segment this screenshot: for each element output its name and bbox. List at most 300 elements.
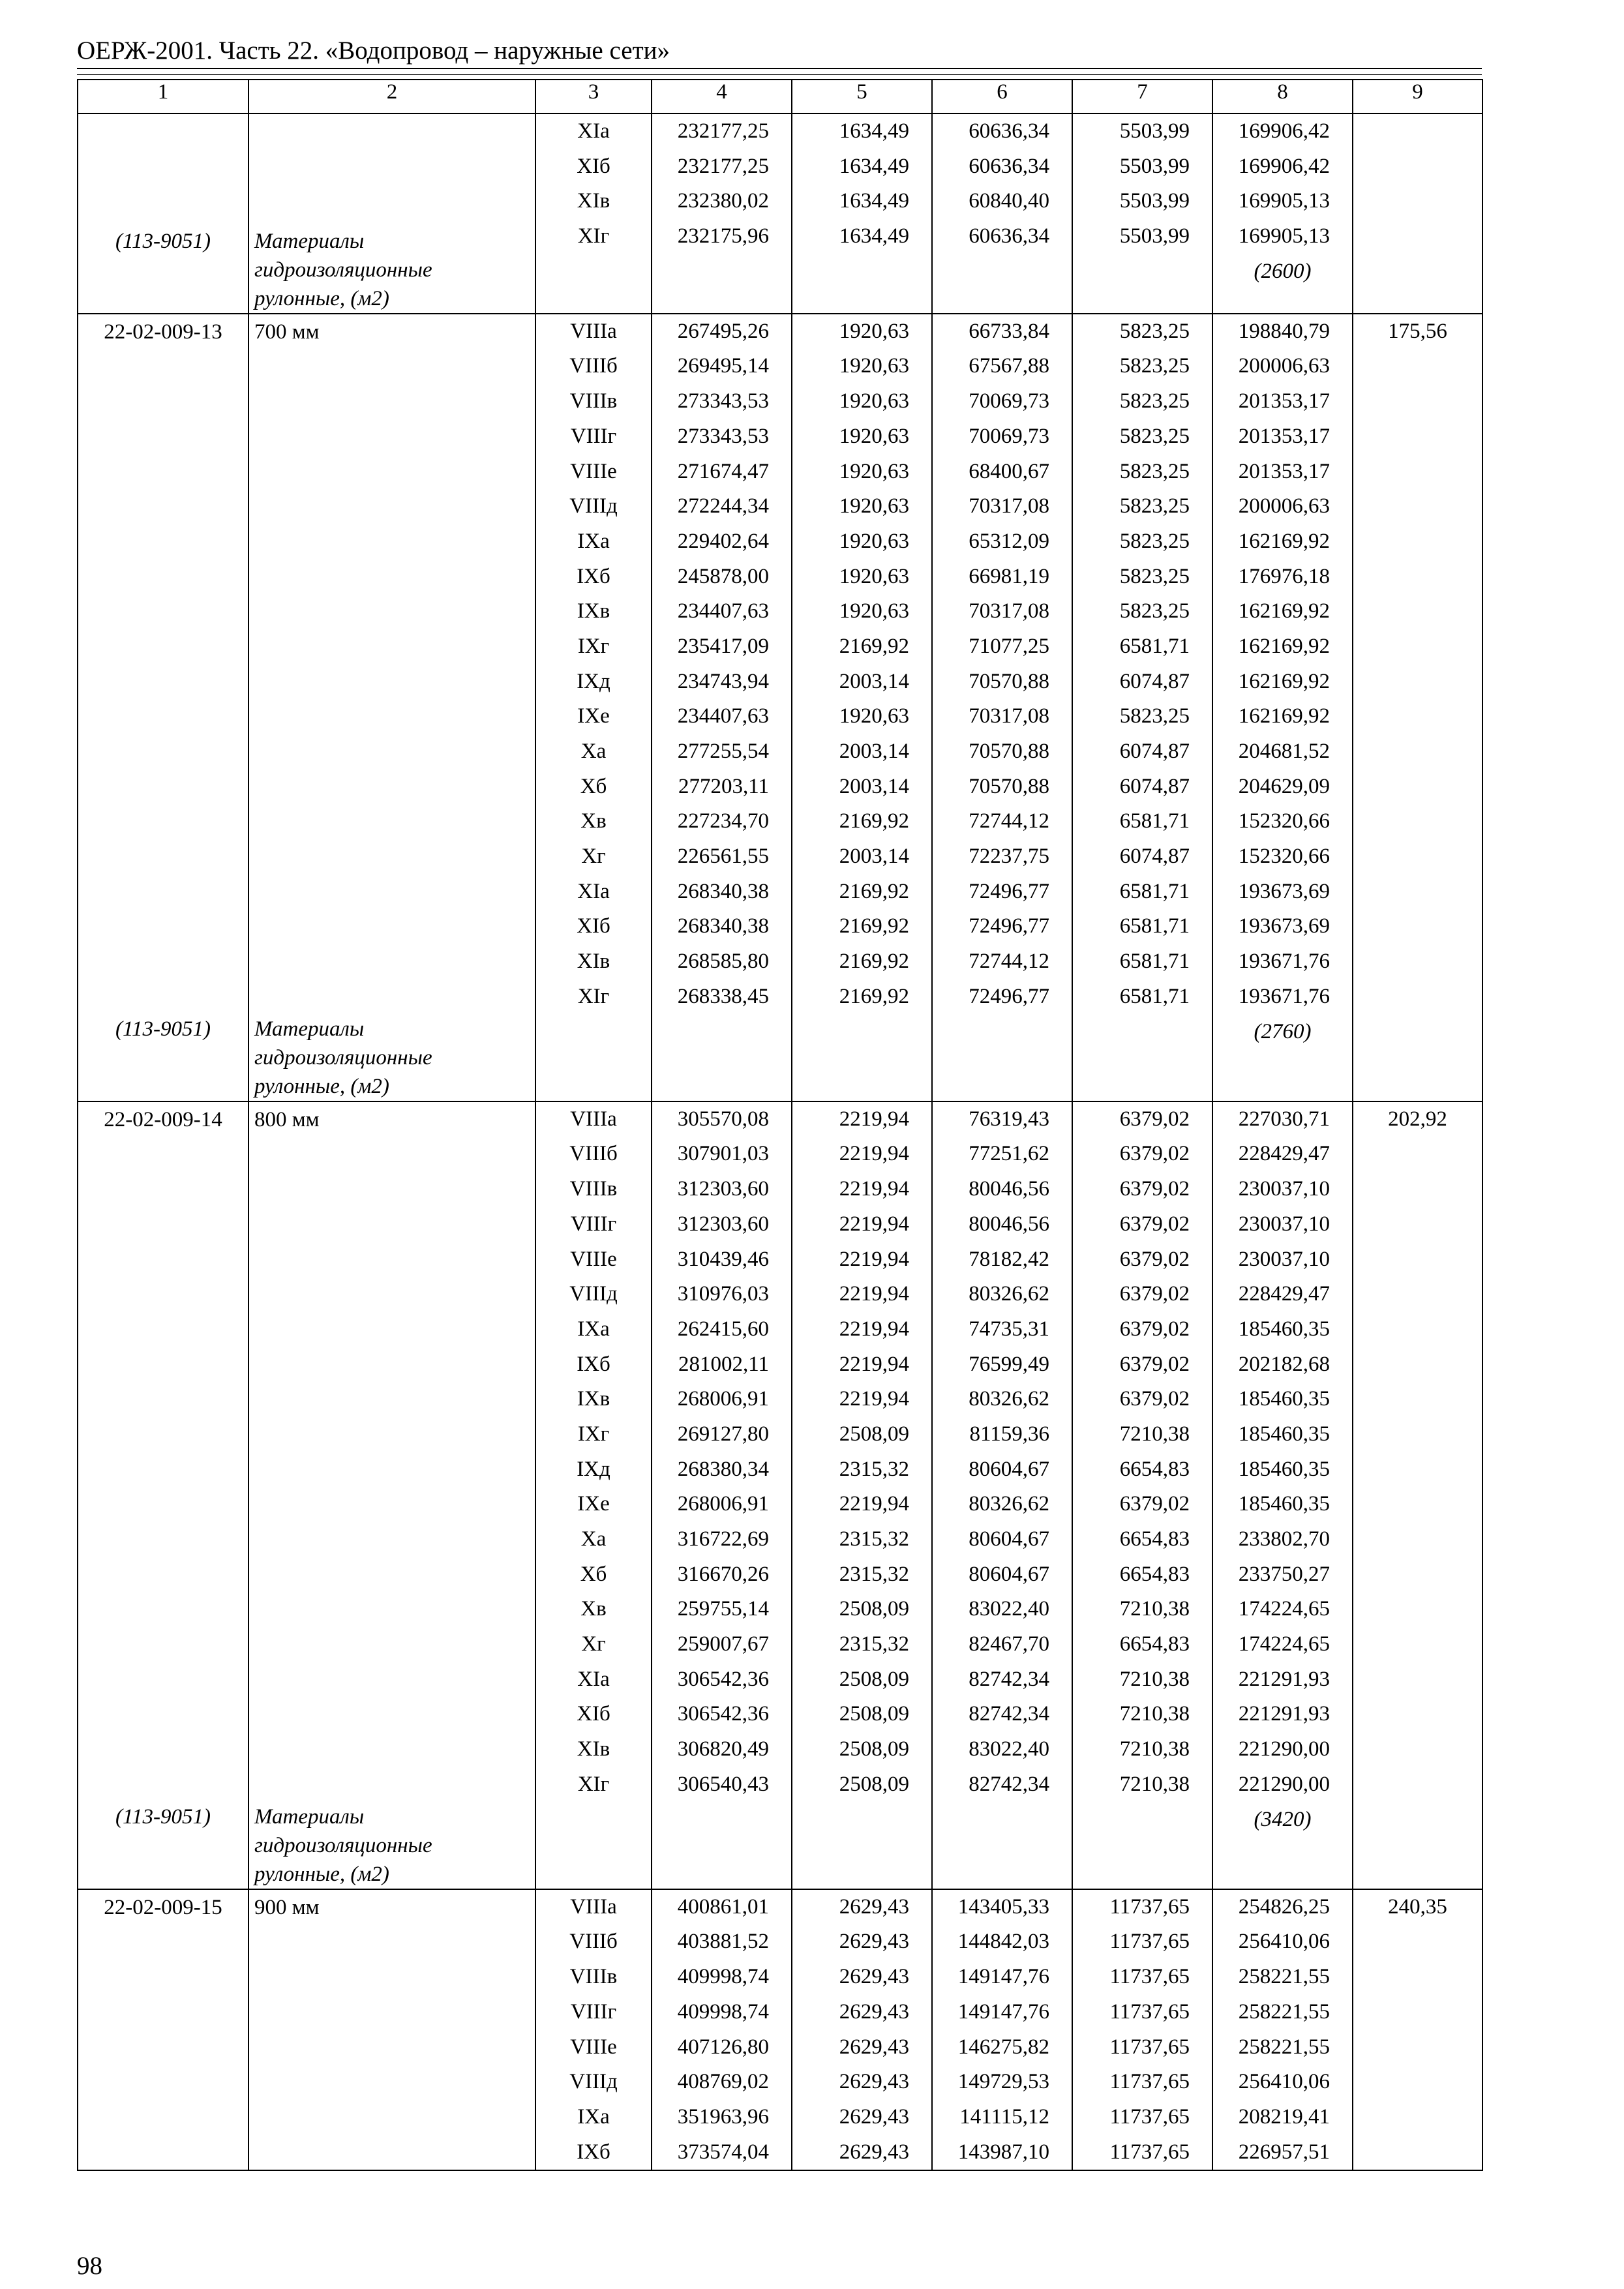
price-value: 185460,35 — [1238, 1387, 1330, 1411]
price-value: 65312,09 — [969, 529, 1049, 553]
price-value: 6581,71 — [1119, 879, 1190, 903]
price-value: 2629,43 — [839, 2104, 909, 2129]
price-value: 76319,43 — [969, 1107, 1049, 1131]
price-value: 200006,63 — [1238, 354, 1330, 378]
spacer — [249, 118, 535, 227]
price-value: 146275,82 — [957, 2035, 1049, 2059]
price-value: 2003,14 — [839, 774, 909, 798]
price-value: 305570,08 — [677, 1107, 769, 1131]
zone-label: XIa — [577, 1667, 610, 1691]
price-value: 71077,25 — [969, 634, 1049, 658]
data-column-cell — [652, 1889, 792, 2171]
price-value: 233802,70 — [1238, 1527, 1330, 1551]
price-value: 11737,65 — [1109, 1999, 1190, 2024]
zone-label: IXб — [577, 1352, 610, 1376]
price-value: 60636,34 — [969, 119, 1049, 143]
price-value: 258221,55 — [1238, 1965, 1330, 1989]
zone-label: VIIIб — [569, 1142, 618, 1166]
data-column-cell — [1212, 113, 1353, 314]
price-value: 162169,92 — [1238, 704, 1330, 728]
price-value: 152320,66 — [1238, 809, 1330, 833]
price-value: 2219,94 — [839, 1492, 909, 1516]
zone-label: VIIIa — [570, 1894, 617, 1919]
price-value: 1920,63 — [839, 319, 909, 343]
price-value: 2219,94 — [839, 1282, 909, 1306]
price-value: 80604,67 — [969, 1562, 1049, 1586]
price-value: 72496,77 — [969, 879, 1049, 903]
price-value: 7210,38 — [1119, 1702, 1190, 1726]
price-value: 141115,12 — [959, 2104, 1049, 2129]
price-value: 169905,13 — [1238, 224, 1330, 248]
col9-cell — [1353, 314, 1482, 1101]
price-value: 234407,63 — [677, 704, 769, 728]
price-value: 306540,43 — [677, 1772, 769, 1796]
price-value: 5823,25 — [1119, 529, 1190, 553]
price-value: 60840,40 — [969, 189, 1049, 213]
price-value: 1920,63 — [839, 494, 909, 518]
table-row — [78, 1889, 1482, 2171]
material-description — [249, 1803, 535, 1889]
price-value: 2629,43 — [839, 1894, 909, 1919]
price-value: 316722,69 — [677, 1527, 769, 1551]
price-value: 259755,14 — [677, 1597, 769, 1621]
zone-label: Xг — [581, 1632, 606, 1656]
price-value: 169906,42 — [1238, 119, 1330, 143]
price-value: 1920,63 — [839, 599, 909, 623]
price-value: 268585,80 — [677, 950, 769, 974]
price-value: 269127,80 — [677, 1422, 769, 1446]
price-value: 149147,76 — [957, 1999, 1049, 2024]
column-number: 7 — [1072, 80, 1212, 113]
data-column-cell — [1212, 1101, 1353, 1889]
zone-label: IXд — [577, 1457, 610, 1481]
price-value: 2169,92 — [839, 950, 909, 974]
price-value: 6074,87 — [1119, 740, 1190, 764]
data-column-cell — [792, 1889, 932, 2171]
price-value: 6074,87 — [1119, 774, 1190, 798]
zone-label: XIг — [577, 1772, 610, 1796]
price-value: 81159,36 — [969, 1422, 1049, 1446]
price-value: 316670,26 — [677, 1562, 769, 1586]
spacer — [249, 346, 535, 1015]
price-value: 70570,88 — [969, 669, 1049, 693]
zone-label: VIIIг — [570, 424, 617, 448]
material-quantity: (3420) — [1254, 1807, 1312, 1831]
price-value: 408769,02 — [677, 2070, 769, 2094]
column-number: 9 — [1353, 80, 1482, 113]
data-column-cell — [932, 314, 1072, 1101]
zone-label: VIIIe — [570, 2035, 617, 2059]
price-value: 204681,52 — [1238, 740, 1330, 764]
price-value: 351963,96 — [677, 2104, 769, 2129]
price-value: 2169,92 — [839, 634, 909, 658]
column-number-row — [78, 80, 1482, 113]
position-description: 800 мм — [254, 1107, 320, 1131]
price-value: 200006,63 — [1238, 494, 1330, 518]
data-column-cell — [535, 1889, 652, 2171]
price-value: 1634,49 — [839, 119, 909, 143]
col9-cell — [1353, 113, 1482, 314]
zone-label: VIIIв — [569, 1177, 618, 1201]
price-value: 307901,03 — [677, 1142, 769, 1166]
price-value: 193671,76 — [1238, 984, 1330, 1008]
price-value: 6379,02 — [1119, 1142, 1190, 1166]
material-line: гидроизоляционные — [254, 258, 432, 282]
table-row — [78, 314, 1482, 1101]
price-value: 7210,38 — [1119, 1422, 1190, 1446]
price-value: 201353,17 — [1238, 389, 1330, 413]
table-row — [78, 1101, 1482, 1889]
data-column-cell — [1212, 1889, 1353, 2171]
price-value: 5823,25 — [1119, 599, 1190, 623]
column-number: 8 — [1212, 80, 1353, 113]
zone-label: IXг — [577, 1422, 610, 1446]
price-value: 6581,71 — [1119, 984, 1190, 1008]
price-value: 221291,93 — [1238, 1702, 1330, 1726]
price-value: 143987,10 — [957, 2140, 1049, 2164]
price-value: 208219,41 — [1238, 2104, 1330, 2129]
column-number: 2 — [248, 80, 535, 113]
price-value: 271674,47 — [677, 459, 769, 483]
spacer — [78, 1133, 248, 1803]
price-value: 5823,25 — [1119, 389, 1190, 413]
price-value: 6581,71 — [1119, 914, 1190, 938]
zone-label: XIв — [577, 1737, 610, 1761]
price-value: 272244,34 — [677, 494, 769, 518]
price-value: 232177,25 — [677, 154, 769, 178]
price-value: 169905,13 — [1238, 189, 1330, 213]
column-number: 4 — [652, 80, 792, 113]
price-value: 233750,27 — [1238, 1562, 1330, 1586]
price-value: 235417,09 — [677, 634, 769, 658]
zone-label: VIIIг — [570, 1212, 617, 1236]
price-value: 1920,63 — [839, 459, 909, 483]
price-value: 70069,73 — [969, 424, 1049, 448]
price-value: 5823,25 — [1119, 564, 1190, 588]
col9-cell — [1353, 1101, 1482, 1889]
material-line: рулонные, (м2) — [254, 1074, 389, 1098]
price-value: 144842,03 — [957, 1930, 1049, 1954]
material-line: Материалы — [254, 1017, 365, 1041]
price-value: 152320,66 — [1238, 845, 1330, 869]
zone-label: VIIIв — [569, 1965, 618, 1989]
price-value: 230037,10 — [1238, 1212, 1330, 1236]
material-description — [249, 1015, 535, 1101]
price-value: 1634,49 — [839, 189, 909, 213]
price-value: 2315,32 — [839, 1527, 909, 1551]
price-value: 268338,45 — [677, 984, 769, 1008]
price-value: 281002,11 — [678, 1352, 769, 1376]
price-value: 5823,25 — [1119, 319, 1190, 343]
zone-label: IXa — [577, 2104, 610, 2129]
col9-value: 175,56 — [1388, 319, 1447, 343]
price-value: 162169,92 — [1238, 669, 1330, 693]
code-cell — [78, 314, 248, 1101]
price-value: 2219,94 — [839, 1107, 909, 1131]
zone-label: VIIIб — [569, 1930, 618, 1954]
price-value: 6379,02 — [1119, 1317, 1190, 1341]
price-table — [77, 79, 1483, 2171]
price-value: 162169,92 — [1238, 529, 1330, 553]
position-description: 700 мм — [254, 320, 320, 344]
price-value: 201353,17 — [1238, 424, 1330, 448]
price-value: 80046,56 — [969, 1177, 1049, 1201]
price-value: 2629,43 — [839, 1965, 909, 1989]
data-column-cell — [1072, 113, 1212, 314]
price-value: 2629,43 — [839, 1999, 909, 2024]
price-value: 2169,92 — [839, 879, 909, 903]
price-value: 5823,25 — [1119, 354, 1190, 378]
price-value: 2508,09 — [839, 1422, 909, 1446]
price-value: 80604,67 — [969, 1457, 1049, 1481]
price-value: 70317,08 — [969, 494, 1049, 518]
price-value: 6581,71 — [1119, 634, 1190, 658]
price-value: 202182,68 — [1238, 1352, 1330, 1376]
price-value: 11737,65 — [1109, 2035, 1190, 2059]
price-value: 176976,18 — [1238, 564, 1330, 588]
zone-label: VIIIд — [569, 2070, 618, 2094]
price-value: 193673,69 — [1238, 914, 1330, 938]
price-value: 1920,63 — [839, 529, 909, 553]
price-value: 221291,93 — [1238, 1667, 1330, 1691]
price-value: 2219,94 — [839, 1142, 909, 1166]
price-value: 228429,47 — [1238, 1142, 1330, 1166]
price-value: 149147,76 — [957, 1965, 1049, 1989]
price-value: 256410,06 — [1238, 2070, 1330, 2094]
position-code: 22-02-009-13 — [104, 320, 222, 344]
price-value: 227234,70 — [677, 809, 769, 833]
price-value: 70317,08 — [969, 704, 1049, 728]
price-value: 149729,53 — [957, 2070, 1049, 2094]
price-value: 6379,02 — [1119, 1282, 1190, 1306]
price-value: 80604,67 — [969, 1527, 1049, 1551]
price-value: 2315,32 — [839, 1562, 909, 1586]
material-code: (113-9051) — [115, 1804, 211, 1829]
price-value: 174224,65 — [1238, 1597, 1330, 1621]
price-value: 70570,88 — [969, 774, 1049, 798]
zone-label: IXд — [577, 669, 610, 693]
description-cell — [248, 113, 535, 314]
price-value: 2508,09 — [839, 1597, 909, 1621]
price-value: 6654,83 — [1119, 1457, 1190, 1481]
data-column-cell — [1072, 1101, 1212, 1889]
price-value: 2169,92 — [839, 984, 909, 1008]
price-value: 72744,12 — [969, 809, 1049, 833]
price-value: 232177,25 — [677, 119, 769, 143]
price-value: 7210,38 — [1119, 1737, 1190, 1761]
position-description: 900 мм — [254, 1895, 320, 1919]
material-code: (113-9051) — [115, 229, 211, 253]
price-value: 204629,09 — [1238, 774, 1330, 798]
price-value: 268006,91 — [677, 1387, 769, 1411]
zone-label: VIIIa — [570, 1107, 617, 1131]
zone-label: VIIIг — [570, 1999, 617, 2024]
price-value: 7210,38 — [1119, 1597, 1190, 1621]
zone-label: IXг — [577, 634, 610, 658]
price-value: 11737,65 — [1109, 1965, 1190, 1989]
price-value: 2629,43 — [839, 1930, 909, 1954]
price-value: 268340,38 — [677, 879, 769, 903]
column-number: 1 — [78, 80, 248, 113]
price-value: 83022,40 — [969, 1597, 1049, 1621]
price-value: 227030,71 — [1238, 1107, 1330, 1131]
price-value: 256410,06 — [1238, 1930, 1330, 1954]
price-value: 230037,10 — [1238, 1247, 1330, 1271]
price-value: 2169,92 — [839, 914, 909, 938]
zone-label: XIг — [577, 984, 610, 1008]
price-value: 193671,76 — [1238, 950, 1330, 974]
zone-label: XIб — [577, 1702, 610, 1726]
price-value: 6379,02 — [1119, 1212, 1190, 1236]
zone-label: VIIIд — [569, 494, 618, 518]
price-value: 60636,34 — [969, 224, 1049, 248]
zone-label: XIa — [577, 879, 610, 903]
col9-value — [1353, 114, 1482, 149]
price-value: 11737,65 — [1109, 1930, 1190, 1954]
zone-label: VIIIe — [570, 459, 617, 483]
code-cell — [78, 113, 248, 314]
price-value: 5503,99 — [1119, 224, 1190, 248]
price-value: 198840,79 — [1238, 319, 1330, 343]
price-value: 400861,01 — [677, 1894, 769, 1919]
table-row — [78, 113, 1482, 314]
price-value: 7210,38 — [1119, 1667, 1190, 1691]
price-value: 228429,47 — [1238, 1282, 1330, 1306]
price-value: 6581,71 — [1119, 809, 1190, 833]
material-line: Материалы — [254, 229, 365, 253]
price-value: 169906,42 — [1238, 154, 1330, 178]
col9-cell — [1353, 1889, 1482, 2171]
price-value: 74735,31 — [969, 1317, 1049, 1341]
material-line: гидроизоляционные — [254, 1833, 432, 1857]
price-value: 72744,12 — [969, 950, 1049, 974]
zone-label: IXa — [577, 529, 610, 553]
price-value: 5503,99 — [1119, 154, 1190, 178]
code-cell — [78, 1889, 248, 2171]
price-value: 2219,94 — [839, 1352, 909, 1376]
page-header: ОЕРЖ-2001. Часть 22. «Водопровод – наружные сети» — [77, 38, 1482, 69]
price-value: 262415,60 — [677, 1317, 769, 1341]
price-value: 185460,35 — [1238, 1492, 1330, 1516]
data-column-cell — [535, 314, 652, 1101]
price-value: 2629,43 — [839, 2140, 909, 2164]
price-value: 273343,53 — [677, 424, 769, 448]
column-number: 3 — [535, 80, 652, 113]
material-line: гидроизоляционные — [254, 1045, 432, 1070]
price-value: 82467,70 — [969, 1632, 1049, 1656]
price-value: 2508,09 — [839, 1667, 909, 1691]
price-value: 6379,02 — [1119, 1177, 1190, 1201]
data-column-cell — [792, 1101, 932, 1889]
price-value: 5823,25 — [1119, 424, 1190, 448]
price-value: 234743,94 — [677, 669, 769, 693]
price-value: 306820,49 — [677, 1737, 769, 1761]
material-line: рулонные, (м2) — [254, 286, 389, 310]
price-value: 277203,11 — [678, 774, 769, 798]
description-cell — [248, 1101, 535, 1889]
header-rule — [77, 74, 1482, 75]
price-value: 6379,02 — [1119, 1352, 1190, 1376]
col9-value: 240,35 — [1388, 1894, 1447, 1919]
price-value: 70570,88 — [969, 740, 1049, 764]
price-value: 268380,34 — [677, 1457, 769, 1481]
price-value: 2219,94 — [839, 1317, 909, 1341]
data-column-cell — [932, 113, 1072, 314]
position-code: 22-02-009-15 — [104, 1895, 222, 1919]
zone-label: Xв — [580, 1597, 607, 1621]
zone-label: Xв — [580, 809, 607, 833]
price-value: 269495,14 — [677, 354, 769, 378]
price-value: 2169,92 — [839, 809, 909, 833]
price-value: 174224,65 — [1238, 1632, 1330, 1656]
zone-label: XIб — [577, 154, 610, 178]
spacer — [78, 118, 248, 227]
data-column-cell — [652, 314, 792, 1101]
price-value: 2219,94 — [839, 1212, 909, 1236]
price-value: 312303,60 — [677, 1212, 769, 1236]
price-value: 2315,32 — [839, 1457, 909, 1481]
price-value: 66981,19 — [969, 564, 1049, 588]
data-column-cell — [932, 1101, 1072, 1889]
price-value: 77251,62 — [969, 1142, 1049, 1166]
description-cell — [248, 314, 535, 1101]
price-value: 5503,99 — [1119, 119, 1190, 143]
price-value: 2219,94 — [839, 1247, 909, 1271]
price-value: 70317,08 — [969, 599, 1049, 623]
material-line: рулонные, (м2) — [254, 1862, 389, 1886]
price-value: 258221,55 — [1238, 2035, 1330, 2059]
price-value: 2003,14 — [839, 740, 909, 764]
price-value: 5823,25 — [1119, 459, 1190, 483]
price-value: 66733,84 — [969, 319, 1049, 343]
zone-label: Xг — [581, 845, 606, 869]
price-value: 82742,34 — [969, 1772, 1049, 1796]
price-value: 229402,64 — [677, 529, 769, 553]
zone-label: XIв — [577, 950, 610, 974]
price-value: 312303,60 — [677, 1177, 769, 1201]
zone-label: IXe — [577, 1492, 610, 1516]
price-value: 6379,02 — [1119, 1247, 1190, 1271]
price-value: 6654,83 — [1119, 1632, 1190, 1656]
price-value: 2508,09 — [839, 1737, 909, 1761]
price-value: 143405,33 — [957, 1894, 1049, 1919]
zone-label: Xб — [580, 1562, 607, 1586]
price-value: 80326,62 — [969, 1282, 1049, 1306]
price-value: 221290,00 — [1238, 1737, 1330, 1761]
spacer — [78, 346, 248, 1015]
price-value: 6654,83 — [1119, 1562, 1190, 1586]
position-code: 22-02-009-14 — [104, 1107, 222, 1131]
zone-label: Xa — [580, 1527, 607, 1551]
price-value: 162169,92 — [1238, 599, 1330, 623]
price-value: 78182,42 — [969, 1247, 1049, 1271]
data-column-cell — [792, 314, 932, 1101]
price-value: 306542,36 — [677, 1667, 769, 1691]
price-value: 201353,17 — [1238, 459, 1330, 483]
price-value: 185460,35 — [1238, 1422, 1330, 1446]
material-line: Материалы — [254, 1804, 365, 1829]
price-value: 2219,94 — [839, 1177, 909, 1201]
data-column-cell — [652, 1101, 792, 1889]
price-value: 221290,00 — [1238, 1772, 1330, 1796]
price-value: 72496,77 — [969, 984, 1049, 1008]
zone-label: IXб — [577, 564, 610, 588]
price-value: 1920,63 — [839, 389, 909, 413]
price-value: 254826,25 — [1238, 1894, 1330, 1919]
price-value: 226957,51 — [1238, 2140, 1330, 2164]
price-value: 1634,49 — [839, 224, 909, 248]
zone-label: VIIIд — [569, 1282, 618, 1306]
